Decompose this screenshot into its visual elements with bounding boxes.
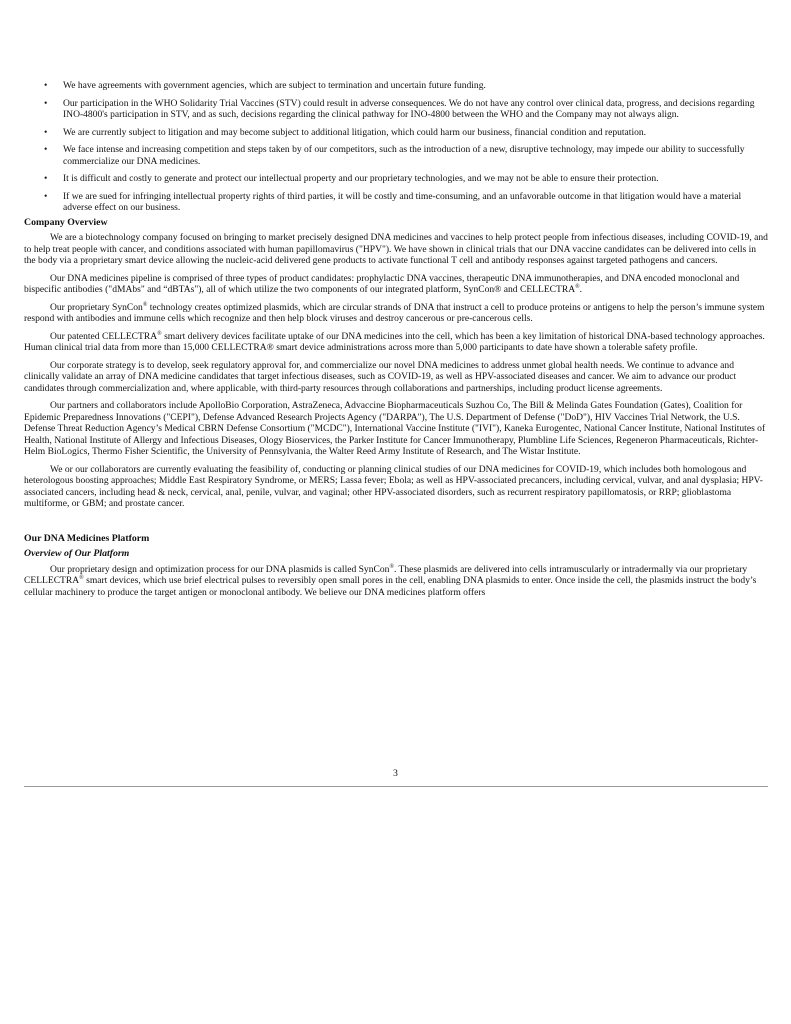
registered-mark: ® xyxy=(157,330,162,337)
paragraph-text: technology creates optimized plasmids, which are circular strands of DNA that instruct a cell to produce proteins or antigens to help the person’s immune system respond with antibodies and immune cells which recognize and then help block viruses and destroy cancerous or pre-cancerous cells. xyxy=(24,301,765,324)
list-item xyxy=(24,127,768,139)
overview-paragraph-2 xyxy=(24,273,768,296)
paragraph-text: Our patented CELLECTRA xyxy=(50,330,158,342)
overview-paragraph-1: We are a biotechnology company focused on bringing to market precisely designed DNA medicines and vaccines to help protect people from infectious diseases, including COVID-19, and to help treat people with cancer, and conditions associated with human papillomavirus ("HPV"). We have shown in clinical trials that our DNA vaccine candidates can be delivered into cells in the body via a proprietary smart device allowing the nucleic-acid delivered gene products to activate functional T cell and antibody responses against targeted pathogens and cancers. xyxy=(24,232,768,266)
paragraph-text: smart delivery devices facilitate uptake of our DNA medicines into the cell, which has been a key limitation of historical DNA-based technology approaches. Human clinical trial data from more than 15,000 CELLECTRA® smart device administrations across more than 5,000 participants to date have shown a tolerable safety profile. xyxy=(24,330,765,353)
list-item xyxy=(24,173,768,185)
bullet-text: We have agreements with government agencies, which are subject to termination and uncertain future funding. xyxy=(63,80,486,91)
bullet-text: We are currently subject to litigation and may become subject to additional litigation, which could harm our business, financial condition and reputation. xyxy=(63,126,647,138)
bullet-icon: • xyxy=(44,97,48,109)
paragraph-text: Our proprietary design and optimization process for our DNA plasmids is called SynCon xyxy=(50,563,390,575)
bullet-text: Our participation in the WHO Solidarity Trial Vaccines (STV) could result in adverse consequences. We do not have any control over clinical data, progress, and decisions regarding INO-4800's participation in STV, and as such, decisions regarding the clinical pathway for INO-4800 between the WHO and the Company may not always align. xyxy=(63,97,755,120)
platform-paragraph-1 xyxy=(24,564,768,599)
paragraph-text: . These plasmids are delivered into cells intramuscularly or intradermally via our proprietary CELLECTRA xyxy=(24,563,748,586)
bullet-text: We face intense and increasing competition and steps taken by of our competitors, such as the introduction of a new, disruptive technology, may impede our ability to successfully commercialize our DNA medicines. xyxy=(63,144,745,167)
company-overview-heading: Company Overview xyxy=(24,216,108,228)
bullet-icon: • xyxy=(44,80,48,91)
overview-paragraph-7: We or our collaborators are currently evaluating the feasibility of, conducting or planning clinical studies of our DNA medicines for COVID-19, which includes both homologous and heterologous boosting approaches; Middle East Respiratory Syndrome, or MERS; Lassa fever; Ebola; as well as HPV-associated precancers, including cervical, vulvar, and anal dysplasia; HPV-associated cancers, including head & neck, cervical, anal, penile, vulvar, and vaginal; other HPV-associated disorders, such as recurrent respiratory papillomatosis, or RRP; glioblastoma multiforme, or GBM; and prostate cancer. xyxy=(24,463,763,509)
platform-heading: Our DNA Medicines Platform xyxy=(24,532,150,544)
bullet-icon: • xyxy=(44,126,48,138)
list-item xyxy=(24,191,768,214)
risk-bullet-list xyxy=(24,80,768,214)
registered-mark: ® xyxy=(142,301,148,308)
list-item xyxy=(24,144,768,167)
registered-mark: ® xyxy=(79,574,84,581)
overview-paragraph-4 xyxy=(24,331,768,354)
list-item xyxy=(24,80,768,92)
paragraph-text: Our DNA medicines pipeline is comprised of three types of product candidates: prophylactic DNA vaccines, therapeutic DNA immunotherapies, and DNA encoded monoclonal and bispecific antibodies ("dMAbs" and “dBTAs"), all of which utilize the two components of our integrated platform, SynCon® and CELLECTRA xyxy=(24,272,740,295)
registered-mark: ® xyxy=(575,283,580,290)
page-divider xyxy=(24,786,768,787)
page-number: 3 xyxy=(393,768,398,779)
list-item xyxy=(24,98,768,121)
bullet-icon: • xyxy=(44,190,48,202)
platform-subheading: Overview of Our Platform xyxy=(24,548,130,559)
bullet-icon: • xyxy=(44,173,48,184)
bullet-icon: • xyxy=(44,144,48,155)
document-page xyxy=(24,80,768,604)
paragraph-text: smart devices, which use brief electrical pulses to reversibly open small pores in the cell, enabling DNA plasmids to enter. Once inside the cell, the plasmids instruct the body’s cellular machinery to produce the target antigen or monoclonal antibody. We believe our DNA medicines platform offers xyxy=(24,575,757,598)
overview-paragraph-6: Our partners and collaborators include ApolloBio Corporation, AstraZeneca, Advaccine Biopharmaceuticals Suzhou Co, The Bill & Melinda Gates Foundation (Gates), Coalition for Epidemic Preparedness Innovations ("CEPI"), Defense Advanced Research Projects Agency ("DARPA"), The U.S. Department of Defense ("DoD"), HIV Vaccines Trial Network, the U.S. Defense Threat Reduction Agency’s Medical CBRN Defense Consortium ("MCDC"), International Vaccine Institute ("IVI"), Kaneka Eurogentec, National Cancer Institute, National Institutes of Health, National Institute of Allergy and Infectious Diseases, Ology Bioservices, the Parker Institute for Cancer Immunotherapy, Plumbline Life Sciences, Regeneron Pharmaceuticals, Richter-Helm BioLogics, Thermo Fisher Scientific, the University of Pennsylvania, the Walter Reed Army Institute of Research, and The Wistar Institute. xyxy=(24,400,766,457)
bullet-text: It is difficult and costly to generate and protect our intellectual property and our proprietary technologies, and we may not be able to ensure their protection. xyxy=(63,173,659,184)
section-spacer xyxy=(24,516,768,533)
paragraph-text: . xyxy=(579,284,583,295)
bullet-text: If we are sued for infringing intellectual property rights of third parties, it will be costly and time-consuming, and an unfavorable outcome in that litigation would have a material adverse effect on our business. xyxy=(63,190,742,213)
registered-mark: ® xyxy=(389,563,394,570)
paragraph-text: Our proprietary SynCon xyxy=(50,301,143,313)
overview-paragraph-5: Our corporate strategy is to develop, seek regulatory approval for, and commercialize our novel DNA medicines to address unmet global health needs. We continue to advance and clinically validate an array of DNA medicine candidates that target infectious diseases, such as COVID-19, as well as HPV-associated diseases and cancer. We aim to advance our product candidates through commercialization and, where applicable, with third-party resources through collaborations and partnerships, including product license agreements. xyxy=(24,359,737,394)
overview-paragraph-3 xyxy=(24,302,768,325)
